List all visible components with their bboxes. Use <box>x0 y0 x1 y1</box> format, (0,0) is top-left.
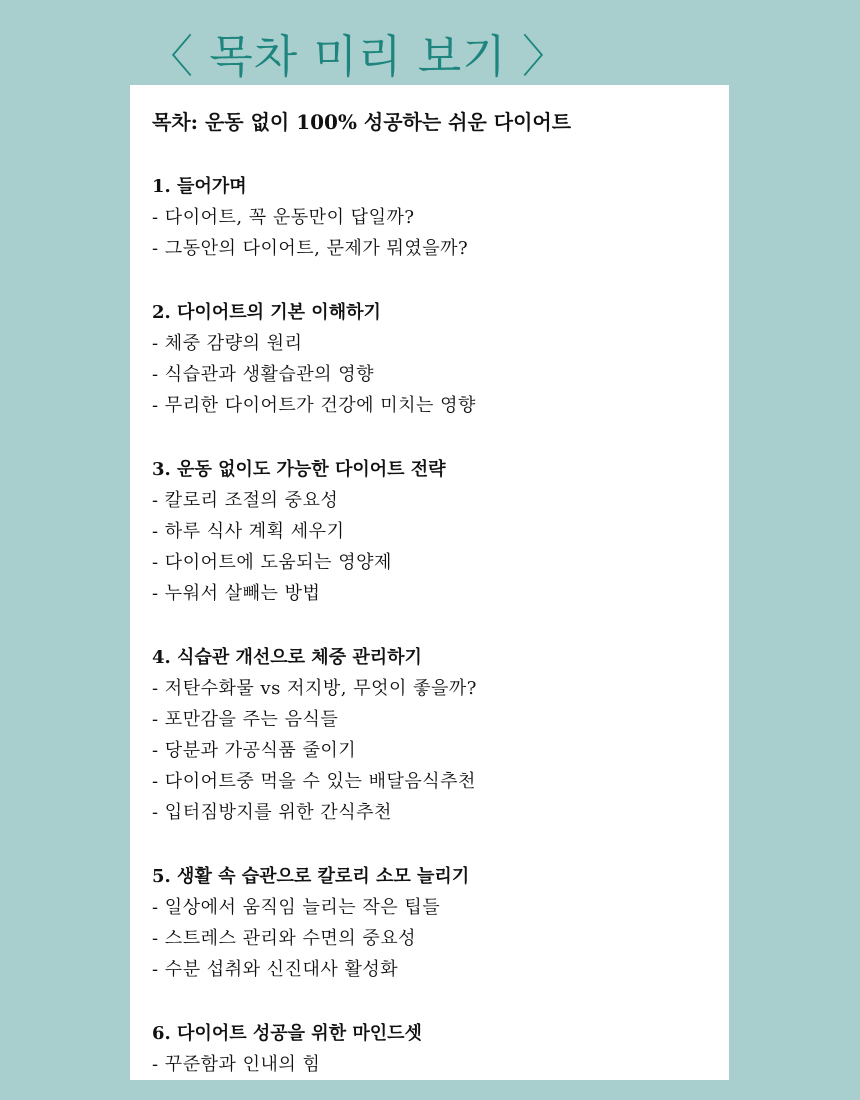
list-item: - 다이어트중 먹을 수 있는 배달음식추천 <box>152 771 476 792</box>
document-title: 목차: 운동 없이 100% 성공하는 쉬운 다이어트 <box>152 110 572 134</box>
list-item: - 포만감을 주는 음식들 <box>152 709 339 730</box>
section-heading: 3. 운동 없이도 가능한 다이어트 전략 <box>152 459 446 480</box>
section-heading: 5. 생활 속 습관으로 칼로리 소모 늘리기 <box>152 866 470 887</box>
list-item: - 입터짐방지를 위한 간식추천 <box>152 802 392 823</box>
section-6 <box>152 985 729 1080</box>
list-item: - 다이어트에 도움되는 영양제 <box>152 552 392 573</box>
list-item: - 칼로리 조절의 중요성 <box>152 490 339 511</box>
item-list <box>152 328 729 421</box>
section-heading: 2. 다이어트의 기본 이해하기 <box>152 302 381 323</box>
list-item: - 누워서 살빼는 방법 <box>152 583 321 604</box>
table-of-contents-document <box>130 85 729 1080</box>
list-item: - 식습관과 생활습관의 영향 <box>152 364 375 385</box>
list-item: - 수분 섭취와 신진대사 활성화 <box>152 959 399 980</box>
item-list <box>152 1049 729 1080</box>
section-heading: 1. 들어가며 <box>152 176 247 197</box>
list-item: - 그동안의 다이어트, 문제가 뭐였을까? <box>152 238 469 259</box>
list-item: - 스트레스 관리와 수면의 중요성 <box>152 928 417 949</box>
item-list <box>152 202 729 264</box>
section-2 <box>152 264 729 421</box>
list-item: - 체중 감량의 원리 <box>152 333 303 354</box>
item-list <box>152 673 729 828</box>
page-title: 〈 목차 미리 보기 〉 <box>148 30 569 83</box>
list-item: - 무리한 다이어트가 건강에 미치는 영향 <box>152 395 476 416</box>
item-list <box>152 485 729 609</box>
section-4 <box>152 609 729 828</box>
section-1 <box>152 138 729 264</box>
section-heading: 6. 다이어트 성공을 위한 마인드셋 <box>152 1023 422 1044</box>
section-3 <box>152 421 729 609</box>
list-item: - 꾸준함과 인내의 힘 <box>152 1054 321 1075</box>
section-5 <box>152 828 729 985</box>
list-item: - 일상에서 움직임 늘리는 작은 팁들 <box>152 897 441 918</box>
list-item: - 당분과 가공식품 줄이기 <box>152 740 357 761</box>
list-item: - 하루 식사 계획 세우기 <box>152 521 345 542</box>
list-item: - 다이어트, 꼭 운동만이 답일까? <box>152 207 415 228</box>
item-list <box>152 892 729 985</box>
section-heading: 4. 식습관 개선으로 체중 관리하기 <box>152 647 422 668</box>
list-item: - 저탄수화물 vs 저지방, 무엇이 좋을까? <box>152 678 477 699</box>
section-list <box>152 138 729 1080</box>
